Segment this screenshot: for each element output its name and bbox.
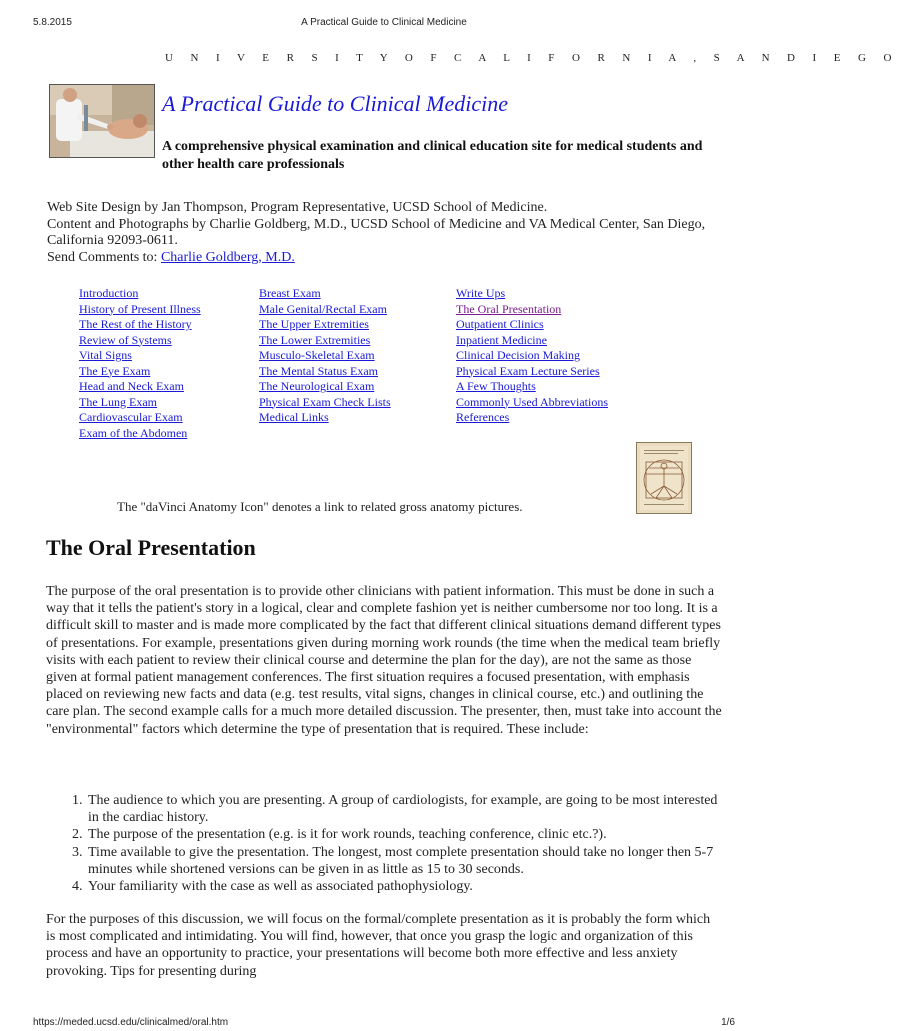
davinci-anatomy-icon-graphic bbox=[636, 442, 692, 514]
davinci-icon-note: The "daVinci Anatomy Icon" denotes a link to related gross anatomy pictures. bbox=[117, 499, 523, 514]
nav-link-male-genital-rectal-exam[interactable]: Male Genital/Rectal Exam bbox=[259, 301, 387, 316]
print-date: 5.8.2015 bbox=[33, 17, 72, 28]
nav-link-oral-presentation[interactable]: The Oral Presentation bbox=[456, 301, 562, 316]
clinical-exam-photo-graphic bbox=[50, 85, 154, 157]
nav-link-breast-exam[interactable]: Breast Exam bbox=[259, 286, 321, 300]
nav-link-cardiovascular-exam[interactable]: Cardiovascular Exam bbox=[79, 410, 183, 424]
nav-link-introduction[interactable]: Introduction bbox=[79, 286, 139, 300]
comments-line bbox=[47, 250, 737, 267]
nav-link-write-ups[interactable]: Write Ups bbox=[456, 286, 506, 300]
nav-link-head-neck-exam[interactable]: Head and Neck Exam bbox=[79, 379, 184, 393]
nav-link-lower-extremities[interactable]: The Lower Extremities bbox=[259, 332, 371, 347]
nav-link-medical-links[interactable]: Medical Links bbox=[259, 410, 329, 424]
content-credit: Content and Photographs by Charlie Goldberg, M.D., UCSD School of Medicine and VA Medical Center, San Diego, California 92093-0611. bbox=[47, 216, 706, 248]
nav-link-vital-signs[interactable]: Vital Signs bbox=[79, 348, 132, 362]
nav-link-musculo-skeletal-exam[interactable]: Musculo-Skeletal Exam bbox=[259, 348, 375, 362]
nav-link-references[interactable]: References bbox=[456, 410, 510, 424]
nav-link-abdomen-exam[interactable]: Exam of the Abdomen bbox=[79, 425, 188, 440]
list-item: 1. The audience to which you are presenting. A group of cardiologists, for example, are going to be most interested in the cardiac history. bbox=[86, 792, 726, 826]
comments-label: Send Comments to: bbox=[47, 249, 158, 265]
site-title: A Practical Guide to Clinical Medicine bbox=[162, 91, 509, 116]
nav-link-inpatient-medicine[interactable]: Inpatient Medicine bbox=[456, 332, 547, 347]
nav-link-outpatient-clinics[interactable]: Outpatient Clinics bbox=[456, 317, 544, 331]
nav-link-physical-exam-check-lists[interactable]: Physical Exam Check Lists bbox=[259, 394, 391, 409]
page-heading: The Oral Presentation bbox=[46, 535, 256, 560]
print-footer bbox=[0, 1017, 768, 1031]
nav-link-eye-exam[interactable]: The Eye Exam bbox=[79, 363, 151, 378]
clinical-exam-photo bbox=[49, 84, 155, 158]
site-subtitle: A comprehensive physical examination and clinical education site for medical students and other health care professionals bbox=[162, 139, 703, 172]
comments-email-link[interactable]: Charlie Goldberg, M.D. bbox=[160, 249, 295, 265]
nav-column-3 bbox=[456, 286, 608, 426]
list-item: 2. The purpose of the presentation (e.g. is it for work rounds, teaching conference, clinic etc.?). bbox=[86, 826, 726, 843]
design-credit: Web Site Design by Jan Thompson, Program Representative, UCSD School of Medicine. bbox=[47, 200, 548, 215]
nav-link-mental-status-exam[interactable]: The Mental Status Exam bbox=[259, 363, 378, 378]
page-url: https://meded.ucsd.edu/clinicalmed/oral.htm bbox=[33, 1017, 229, 1028]
presentation-factors-list bbox=[46, 792, 726, 895]
davinci-anatomy-icon[interactable] bbox=[636, 442, 692, 514]
nav-link-abbreviations[interactable]: Commonly Used Abbreviations bbox=[456, 394, 608, 409]
nav-link-lung-exam[interactable]: The Lung Exam bbox=[79, 394, 157, 409]
page-number: 1/6 bbox=[721, 1017, 735, 1028]
list-item: 3. Time available to give the presentation. The longest, most complete presentation should take no longer then 5-7 minutes while shortened versions can be given in as little as 15 to 30 seconds. bbox=[86, 844, 726, 878]
nav-link-few-thoughts[interactable]: A Few Thoughts bbox=[456, 379, 536, 393]
site-credits bbox=[47, 200, 737, 266]
nav-link-clinical-decision-making[interactable]: Clinical Decision Making bbox=[456, 348, 580, 362]
print-header bbox=[0, 17, 768, 31]
nav-link-rest-of-history[interactable]: The Rest of the History bbox=[79, 317, 192, 331]
nav-link-history-present-illness[interactable]: History of Present Illness bbox=[79, 301, 201, 316]
nav-column-1 bbox=[79, 286, 201, 441]
nav-link-neurological-exam[interactable]: The Neurological Exam bbox=[259, 379, 375, 393]
list-item: 4. Your familiarity with the case as well as associated pathophysiology. bbox=[86, 878, 726, 895]
university-banner: U N I V E R S I T Y O F C A L I F O R N I A , S A N D I E G O bbox=[165, 52, 899, 64]
print-title: A Practical Guide to Clinical Medicine bbox=[301, 17, 467, 28]
nav-link-review-of-systems[interactable]: Review of Systems bbox=[79, 332, 172, 347]
nav-column-2 bbox=[259, 286, 391, 426]
intro-paragraph: The purpose of the oral presentation is to provide other clinicians with patient information. This must be done in such a way that it tells the patient's story in a logical, clear and complete fashion yet is neither cumbersome nor too long. It is a difficult skill to master and is made more complicated by the fact that different clinical situations demand different types of presentations. For example, presentations given during morning work rounds (the time when the medical team briefly visits with each patient to review their clinical course and determine the plan for the day), are not the same as those given at formal patient management conferences. The first situation requires a focused presentation, with emphasis placed on reviewing new facts and data (e.g. test results, vital signs, changes in clinical course, etc.) and outlining the care plan. The second example calls for a much more detailed discussion. The presenter, then, must take into account the "environmental" factors which determine the type of presentation that is required. These include: bbox=[46, 584, 722, 737]
nav-link-lecture-series[interactable]: Physical Exam Lecture Series bbox=[456, 363, 600, 378]
closing-paragraph: For the purposes of this discussion, we will focus on the formal/complete presentation as it is probably the form which is most complicated and intimidating. You will find, however, that once you grasp the logic and organization of this process and have an opportunity to practice, your presentations will become both more effective and less anxiety provoking. Tips for presenting during bbox=[46, 912, 711, 979]
nav-link-upper-extremities[interactable]: The Upper Extremities bbox=[259, 317, 369, 331]
